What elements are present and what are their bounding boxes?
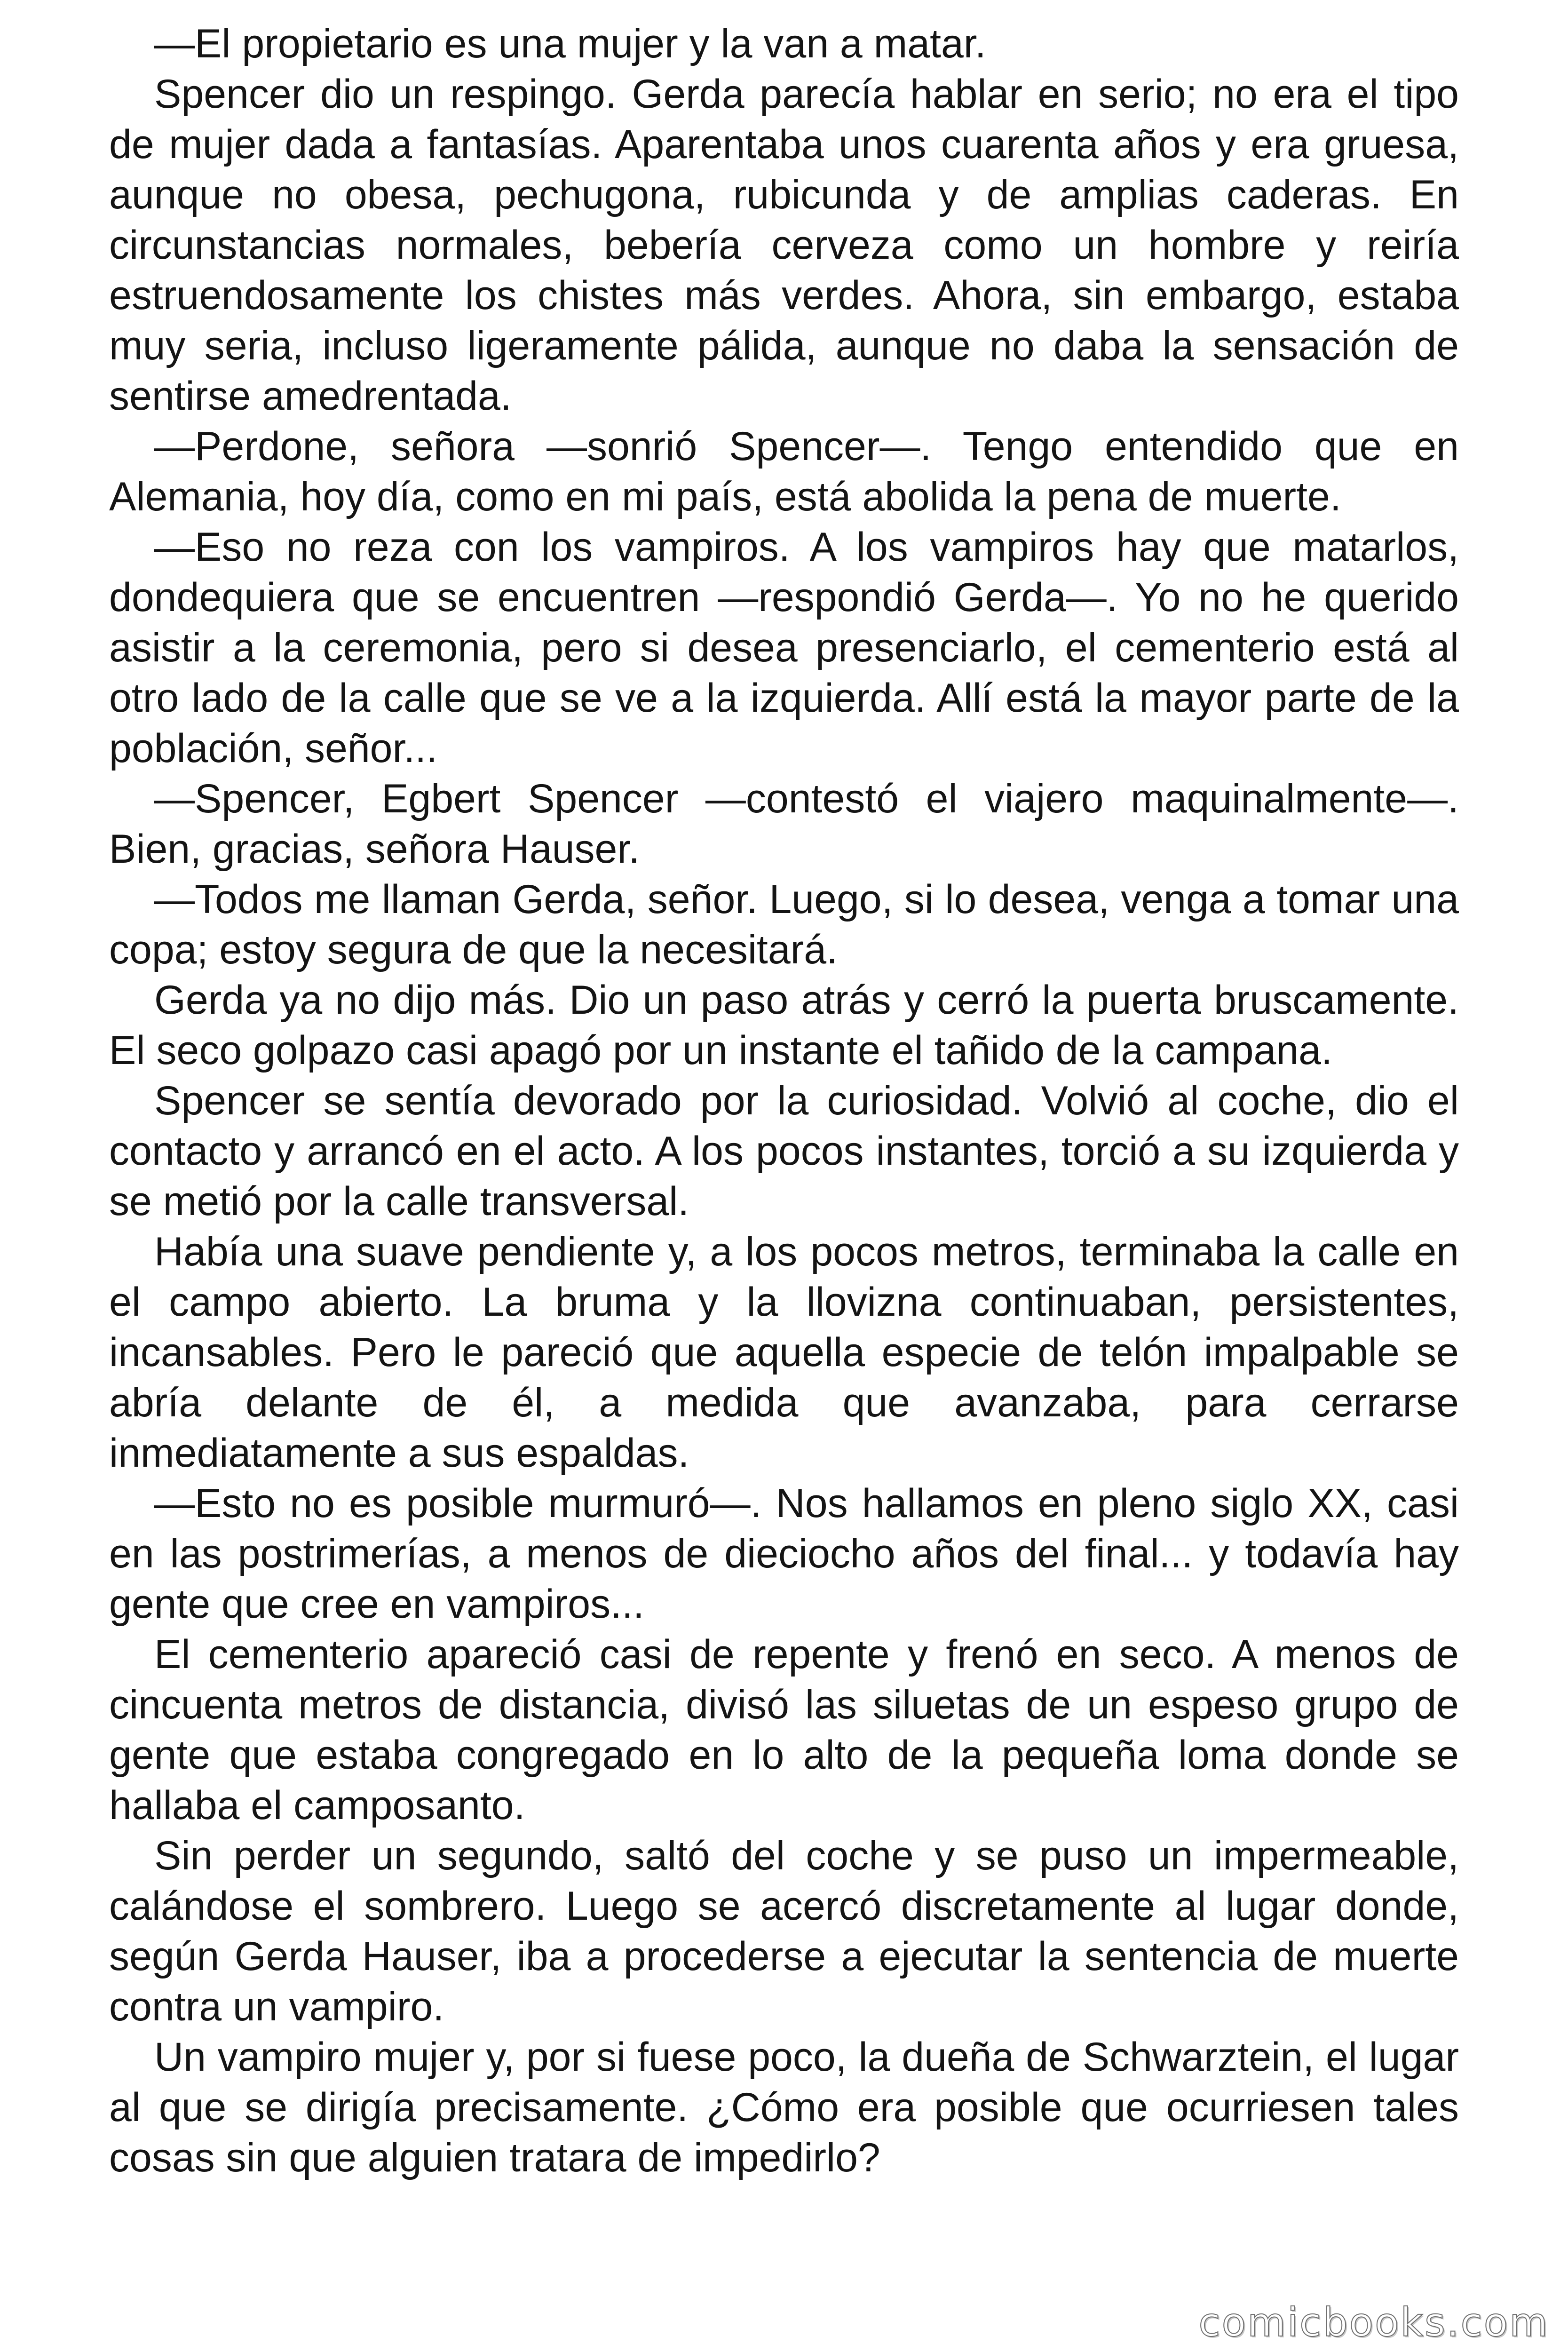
paragraph: Había una suave pendiente y, a los pocos metros, terminaba la calle en el campo abierto. La bruma y la llovizna continuaban, persistentes, incansables. Pero le pareció que aquella especie de telón impalpable se abría delante de él, a medida que avanzaba, para cerrarse inmediatamente a sus espaldas. [109, 1229, 1459, 1476]
paragraph: Sin perder un segundo, saltó del coche y se puso un impermeable, calándose el sombrero. Luego se acercó discretamente al lugar donde, según Gerda Hauser, iba a procederse a ejecutar la sentencia de muerte contra un vampiro. [109, 1833, 1459, 2029]
paragraph: —Perdone, señora —sonrió Spencer—. Tengo entendido que en Alemania, hoy día, como en mi país, está abolida la pena de muerte. [109, 424, 1459, 519]
paragraph: Un vampiro mujer y, por si fuese poco, la dueña de Schwarztein, el lugar al que se dirigía precisamente. ¿Cómo era posible que ocurriesen tales cosas sin que alguien tratara de impedirlo? [109, 2034, 1459, 2180]
paragraph: —El propietario es una mujer y la van a matar. [154, 21, 986, 66]
paragraph: El cementerio apareció casi de repente y frenó en seco. A menos de cincuenta metros de distancia, divisó las siluetas de un espeso grupo de gente que estaba congregado en lo alto de la pequeña loma donde se hallaba el camposanto. [109, 1632, 1459, 1828]
paragraph: —Spencer, Egbert Spencer —contestó el viajero maquinalmente—. Bien, gracias, señora Hauser. [109, 776, 1459, 872]
paragraph: —Esto no es posible murmuró—. Nos hallamos en pleno siglo XX, casi en las postrimerías, a menos de dieciocho años del final... y todavía hay gente que cree en vampiros... [109, 1481, 1459, 1627]
watermark: comicbooks.com [1198, 2299, 1549, 2345]
paragraph: Spencer se sentía devorado por la curiosidad. Volvió al coche, dio el contacto y arrancó en el acto. A los pocos instantes, torció a su izquierda y se metió por la calle transversal. [109, 1078, 1459, 1224]
paragraph: Gerda ya no dijo más. Dio un paso atrás y cerró la puerta bruscamente. El seco golpazo casi apagó por un instante el tañido de la campana. [109, 977, 1459, 1073]
paragraph: —Todos me llaman Gerda, señor. Luego, si lo desea, venga a tomar una copa; estoy segura de que la necesitará. [109, 877, 1459, 972]
paragraph: Spencer dio un respingo. Gerda parecía hablar en serio; no era el tipo de mujer dada a fantasías. Aparentaba unos cuarenta años y era gruesa, aunque no obesa, pechugona, rubicunda y de amplias caderas. En circunstancias normales, bebería cerveza como un hombre y reiría estruendosamente los chistes más verdes. Ahora, sin embargo, estaba muy seria, incluso ligeramente pálida, aunque no daba la sensación de sentirse amedrentada. [109, 72, 1459, 419]
book-page-text [109, 19, 1459, 2183]
paragraph: —Eso no reza con los vampiros. A los vampiros hay que matarlos, dondequiera que se encuentren —respondió Gerda—. Yo no he querido asistir a la ceremonia, pero si desea presenciarlo, el cementerio está al otro lado de la calle que se ve a la izquierda. Allí está la mayor parte de la población, señor... [109, 524, 1459, 771]
